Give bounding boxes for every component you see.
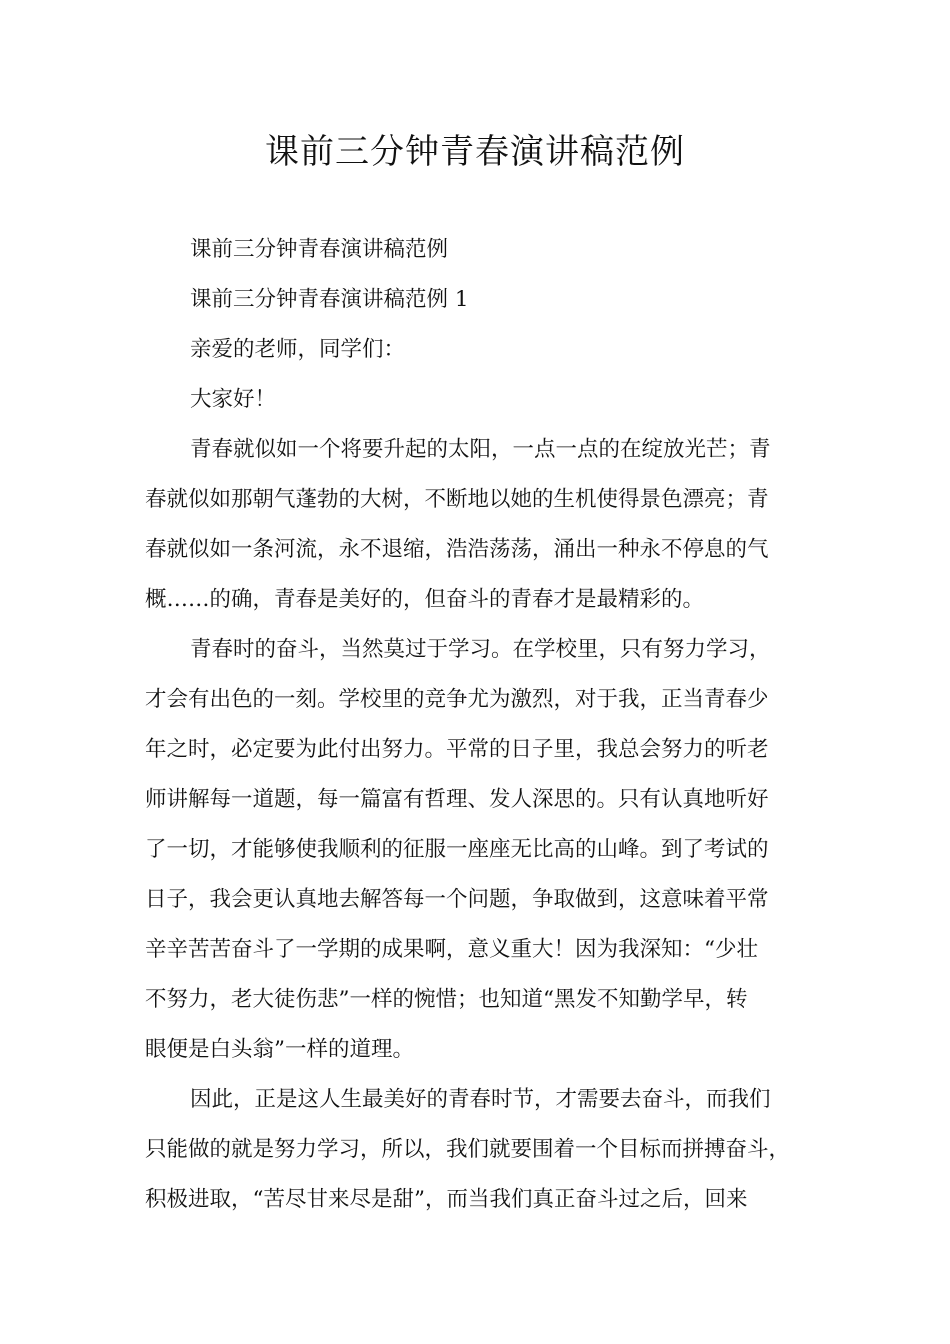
salutation-line: 亲爱的老师，同学们： — [190, 337, 406, 362]
paragraph-3-line-3: 积极进取，“苦尽甘来尽是甜”，而当我们真正奋斗过之后，回来 — [145, 1187, 748, 1212]
paragraph-2-line-3: 年之时，必定要为此付出努力。平常的日子里，我总会努力的听老 — [145, 737, 769, 762]
document-body — [145, 225, 820, 1225]
document-title: 课前三分钟青春演讲稿范例 — [265, 132, 685, 172]
paragraph-2-line-1: 青春时的奋斗，当然莫过于学习。在学校里，只有努力学习， — [190, 637, 771, 662]
subtitle-line: 课前三分钟青春演讲稿范例 — [190, 237, 449, 262]
paragraph-2-line-4: 师讲解每一道题，每一篇富有哲理、发人深思的。只有认真地听好 — [145, 787, 769, 812]
paragraph-2-line-2: 才会有出色的一刻。学校里的竞争尤为激烈，对于我，正当青春少 — [145, 687, 769, 712]
paragraph-1-line-4: 概……的确，青春是美好的，但奋斗的青春才是最精彩的。 — [145, 587, 705, 612]
paragraph-2-line-8: 不努力，老大徒伤悲”一样的惋惜；也知道“黑发不知勤学早，转 — [145, 987, 748, 1012]
paragraph-1-line-2: 春就似如那朝气蓬勃的大树，不断地以她的生机使得景色漂亮；青 — [145, 487, 769, 512]
paragraph-3-line-1: 因此，正是这人生最美好的青春时节，才需要去奋斗，而我们 — [190, 1087, 771, 1112]
paragraph-2-line-5: 了一切，才能够使我顺利的征服一座座无比高的山峰。到了考试的 — [145, 837, 769, 862]
paragraph-1-line-1: 青春就似如一个将要升起的太阳，一点一点的在绽放光芒；青 — [190, 437, 771, 462]
paragraph-2-line-6: 日子，我会更认真地去解答每一个问题，争取做到，这意味着平常 — [145, 887, 769, 912]
paragraph-3-line-2: 只能做的就是努力学习，所以，我们就要围着一个目标而拼搏奋斗， — [145, 1137, 791, 1162]
paragraph-1-line-3: 春就似如一条河流，永不退缩，浩浩荡荡，涌出一种永不停息的气 — [145, 537, 769, 562]
section-heading: 课前三分钟青春演讲稿范例 1 — [190, 287, 469, 312]
paragraph-2-line-7: 辛辛苦苦奋斗了一学期的成果啊，意义重大！因为我深知：“少壮 — [145, 937, 758, 962]
greeting-line: 大家好！ — [190, 387, 277, 412]
paragraph-2-line-9: 眼便是白头翁”一样的道理。 — [145, 1037, 414, 1062]
